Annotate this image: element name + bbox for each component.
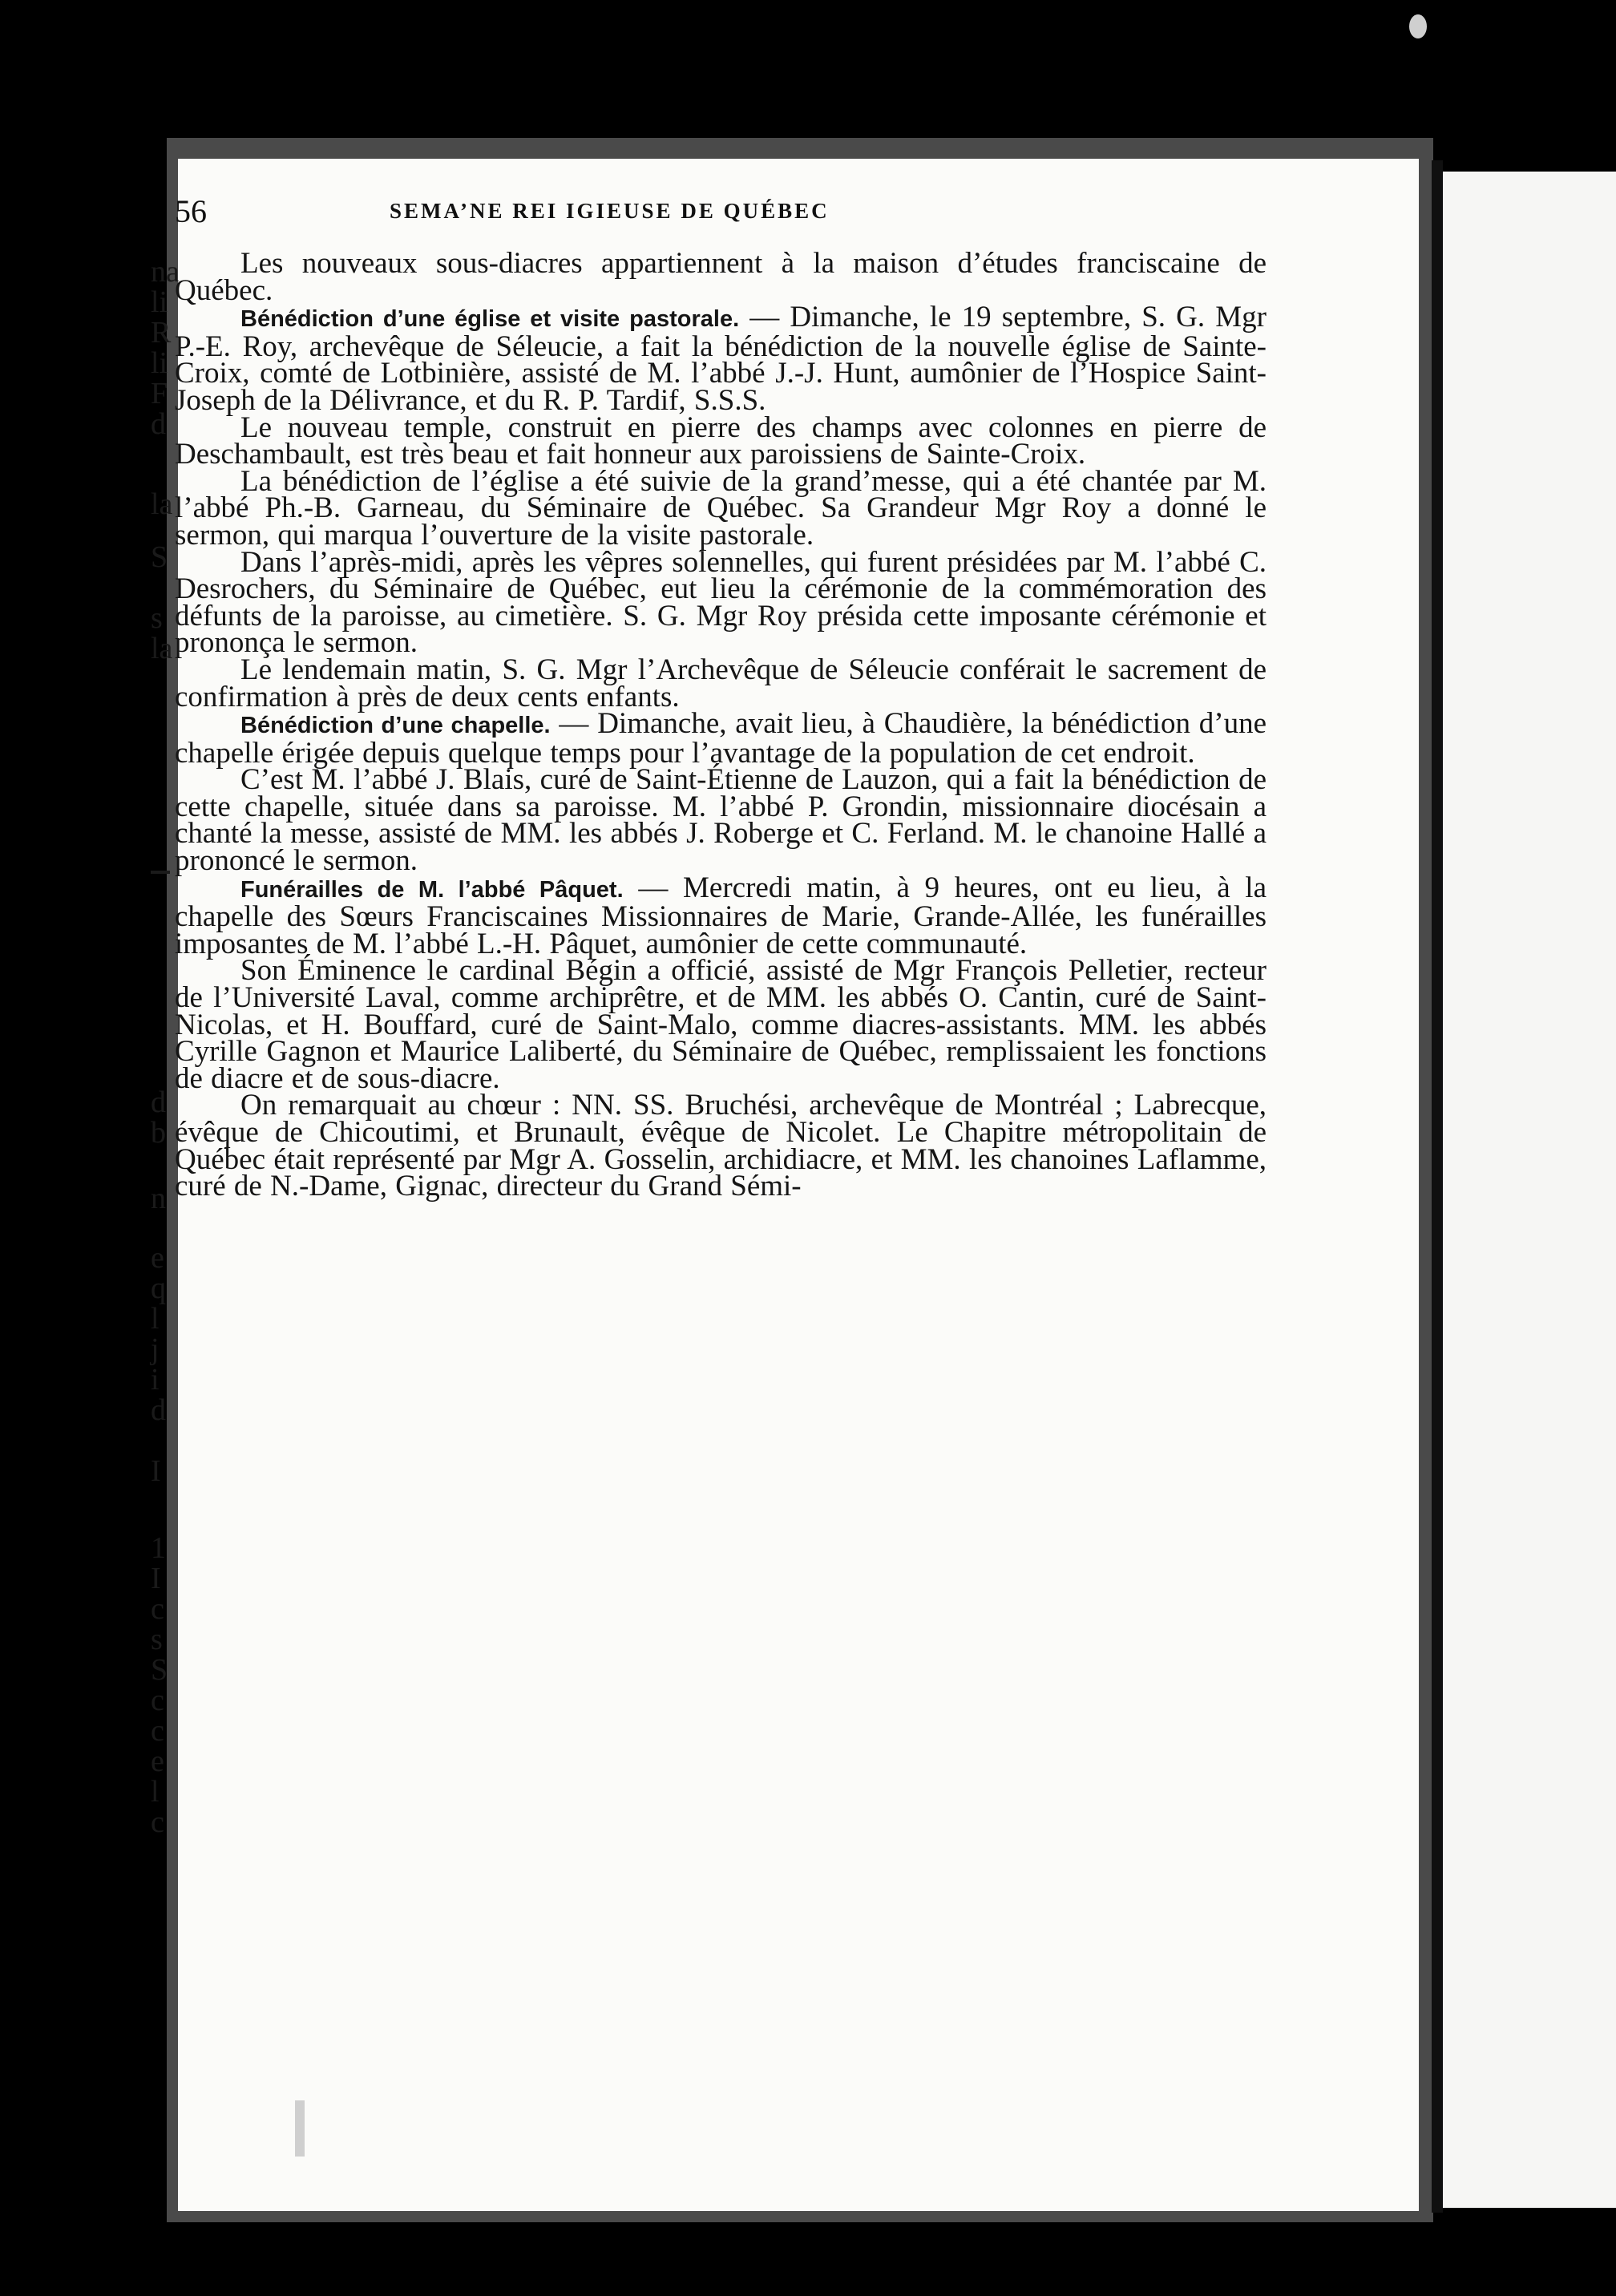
right-page-fragment: n [151, 1182, 166, 1215]
paragraph-text: On remarquait au chœur : NN. SS. Bruchési, archevêque de Montréal ; Labrecque, évêque de Chicoutimi, et Brunault, évêque de Nicolet. Le Chapitre métropolitain de Québec était représenté par Mgr A. Gosselin, archidiacre, et MM. les chanoines Laflamme, curé de N.-Dame, Gignac, directeur du Grand Sémi- [175, 1089, 1267, 1203]
right-page-fragment: S [151, 540, 168, 574]
paragraph-text: — Dimanche, avait lieu, à Chaudière, la bénédiction d’une chapelle érigée depuis quelque temps pour l’avantage de la population de cet endroit. [175, 707, 1267, 770]
running-head: SEMA’NE REI IGIEUSE DE QUÉBEC [390, 199, 830, 223]
paragraph [175, 871, 1267, 960]
right-page-fragment: la [151, 632, 173, 665]
page-gutter [1432, 160, 1443, 2213]
paragraph-text: C’est M. l’abbé J. Blais, curé de Saint-Étienne de Lauzon, qui a fait la bénédiction de cette chapelle, située dans sa paroisse. M. l’abbé P. Grondin, missionnaire diocésain a chanté la messe, assisté de MM. les abbés J. Roberge et C. Ferland. M. le chanoine Hallé a prononcé le sermon. [175, 763, 1267, 878]
paragraph-text: La bénédiction de l’église a été suivie de la grand’messe, qui a été chantée par M. l’abbé Ph.-B. Garneau, du Séminaire de Québec. Sa Grandeur Mgr Roy a donné le sermon, qui marqua l’ouverture de la visite pastorale. [175, 464, 1267, 552]
right-page-fragment: c [151, 1684, 164, 1717]
scan-speck [295, 2100, 305, 2157]
paragraph [175, 545, 1267, 660]
right-page-fragment: e [151, 1744, 164, 1778]
paragraph-text: Son Éminence le cardinal Bégin a officié, assisté de Mgr François Pelletier, recteur de l’Université Laval, comme archiprêtre, et de MM. les abbés O. Cantin, curé de Saint-Nicolas, et H. Bouffard, curé de Saint-Malo, comme diacres-assistants. MM. les abbés Cyrille Gagnon et Maurice Laliberté, du Séminaire de Québec, remplissaient les fonctions de diacre et de sous-diacre. [175, 954, 1267, 1095]
right-page-fragment: la [151, 487, 173, 521]
right-page-fragment: 1 [151, 1531, 166, 1565]
right-page-rule [151, 871, 170, 874]
right-page-fragment: na [151, 255, 180, 289]
paragraph-text: — Dimanche, le 19 septembre, S. G. Mgr P.-E. Roy, archevêque de Séleucie, a fait la bénédiction de la nouvelle église de Sainte-Croix, comté de Lotbinière, assisté de M. l’abbé J.-J. Hunt, aumônier de l’Hospice Saint-Joseph de la Délivrance, et du R. P. Tardif, S.S.S. [175, 301, 1267, 417]
right-page-fragment: R [151, 316, 172, 350]
right-page-fragment: I [151, 1562, 161, 1595]
paragraph-text: Les nouveaux sous-diacres appartiennent à la maison d’études franciscaine de Québec. [175, 247, 1267, 307]
page-header [175, 192, 1267, 241]
scan-speck [1409, 14, 1427, 38]
right-page-fragment: li [151, 346, 168, 380]
paragraph [175, 410, 1267, 471]
page-number: 56 [175, 193, 207, 229]
article-body [175, 247, 1267, 1203]
right-page-fragment: li [151, 285, 168, 319]
paragraph-text: Dans l’après-midi, après les vêpres solennelles, qui furent présidées par M. l’abbé C. Desrochers, du Séminaire de Québec, eut lieu la cérémonie de la commémoration des défunts de la paroisse, au cimetière. S. G. Mgr Roy présida cette imposante cérémonie et prononça le sermon. [175, 545, 1267, 660]
right-page-fragment: b [151, 1116, 166, 1150]
right-page-fragment: d [151, 1085, 166, 1119]
right-page-fragment: c [151, 1714, 164, 1748]
paragraph [175, 653, 1267, 713]
paragraph [175, 954, 1267, 1095]
paragraph-text: Le nouveau temple, construit en pierre des champs avec colonnes en pierre de Deschambault, est très beau et fait honneur aux paroissiens de Sainte-Croix. [175, 410, 1267, 471]
right-page-fragment: s [151, 1623, 163, 1656]
section-heading: Bénédiction d’une église et visite pastorale. [240, 306, 740, 333]
right-page-fragment: s [151, 601, 163, 635]
right-page-fragment: d [151, 407, 166, 441]
right-page-fragment: q [151, 1271, 166, 1305]
right-page-partial [1443, 172, 1616, 2208]
right-page-fragment: d [151, 1393, 166, 1427]
paragraph-text: Le lendemain matin, S. G. Mgr l’Archevêque de Séleucie conférait le sacrement de confirmation à près de deux cents enfants. [175, 653, 1267, 713]
right-page-fragment: i [151, 1363, 160, 1397]
right-page-fragment: c [151, 1592, 164, 1626]
paragraph [175, 763, 1267, 878]
right-page-fragment: I [151, 1454, 161, 1488]
right-page-fragment: l [151, 1302, 160, 1336]
right-page-fragment: j [151, 1332, 160, 1366]
section-heading: Bénédiction d’une chapelle. [240, 713, 551, 739]
right-page-fragment: F [151, 377, 168, 410]
paragraph [175, 247, 1267, 307]
right-page-fragment: c [151, 1805, 164, 1839]
right-page-fragment: l [151, 1775, 160, 1809]
right-page-fragment: e [151, 1241, 164, 1275]
right-page-fragment: S [151, 1653, 168, 1687]
paragraph [175, 707, 1267, 770]
paragraph [175, 1089, 1267, 1203]
paragraph-text: — Mercredi matin, à 9 heures, ont eu lieu, à la chapelle des Sœurs Franciscaines Missionnaires de Marie, Grande-Allée, les funérailles imposantes de M. l’abbé L.-H. Pâquet, aumônier de cette communauté. [175, 871, 1267, 960]
section-heading: Funérailles de M. l’abbé Pâquet. [240, 876, 624, 903]
paragraph [175, 301, 1267, 417]
paragraph [175, 464, 1267, 552]
